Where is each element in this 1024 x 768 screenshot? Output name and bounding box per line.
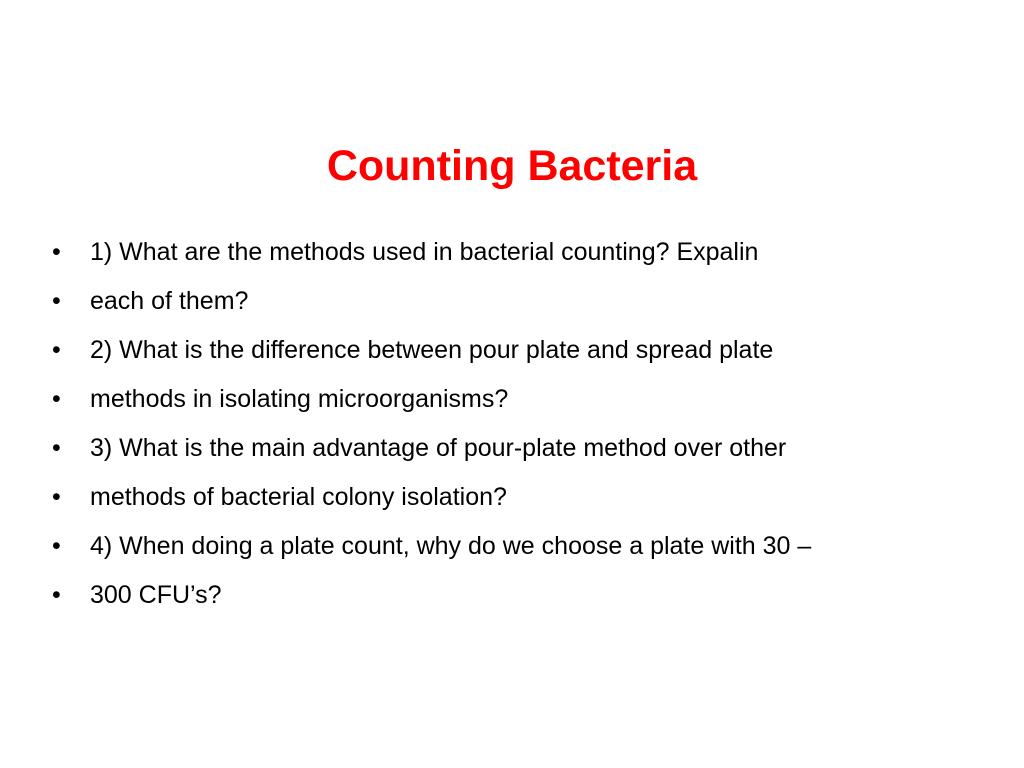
- bullet-item: [50, 232, 950, 273]
- bullet-marker: •: [52, 287, 61, 315]
- bullet-list: [50, 232, 950, 624]
- bullet-text: 1) What are the methods used in bacterial counting? Expalin: [90, 238, 759, 266]
- bullet-text: 2) What is the difference between pour plate and spread plate: [90, 336, 774, 364]
- bullet-item: [50, 330, 950, 371]
- bullet-item: [50, 526, 950, 567]
- bullet-item: [50, 379, 950, 420]
- bullet-item: [50, 428, 950, 469]
- bullet-text: 300 CFU’s?: [90, 581, 222, 609]
- bullet-item: [50, 477, 950, 518]
- bullet-marker: •: [52, 434, 61, 462]
- bullet-marker: •: [52, 385, 61, 413]
- slide-title: Counting Bacteria: [326, 142, 698, 190]
- bullet-text: 4) When doing a plate count, why do we choose a plate with 30 –: [90, 532, 812, 560]
- bullet-text: methods of bacterial colony isolation?: [90, 483, 507, 511]
- bullet-item: [50, 575, 950, 616]
- bullet-marker: •: [52, 336, 61, 364]
- bullet-marker: •: [52, 483, 61, 511]
- bullet-text: methods in isolating microorganisms?: [90, 385, 509, 413]
- bullet-text: 3) What is the main advantage of pour-plate method over other: [90, 434, 787, 462]
- bullet-marker: •: [52, 581, 61, 609]
- bullet-text: each of them?: [90, 287, 249, 315]
- bullet-item: [50, 281, 950, 322]
- bullet-marker: •: [52, 532, 61, 560]
- bullet-marker: •: [52, 238, 61, 266]
